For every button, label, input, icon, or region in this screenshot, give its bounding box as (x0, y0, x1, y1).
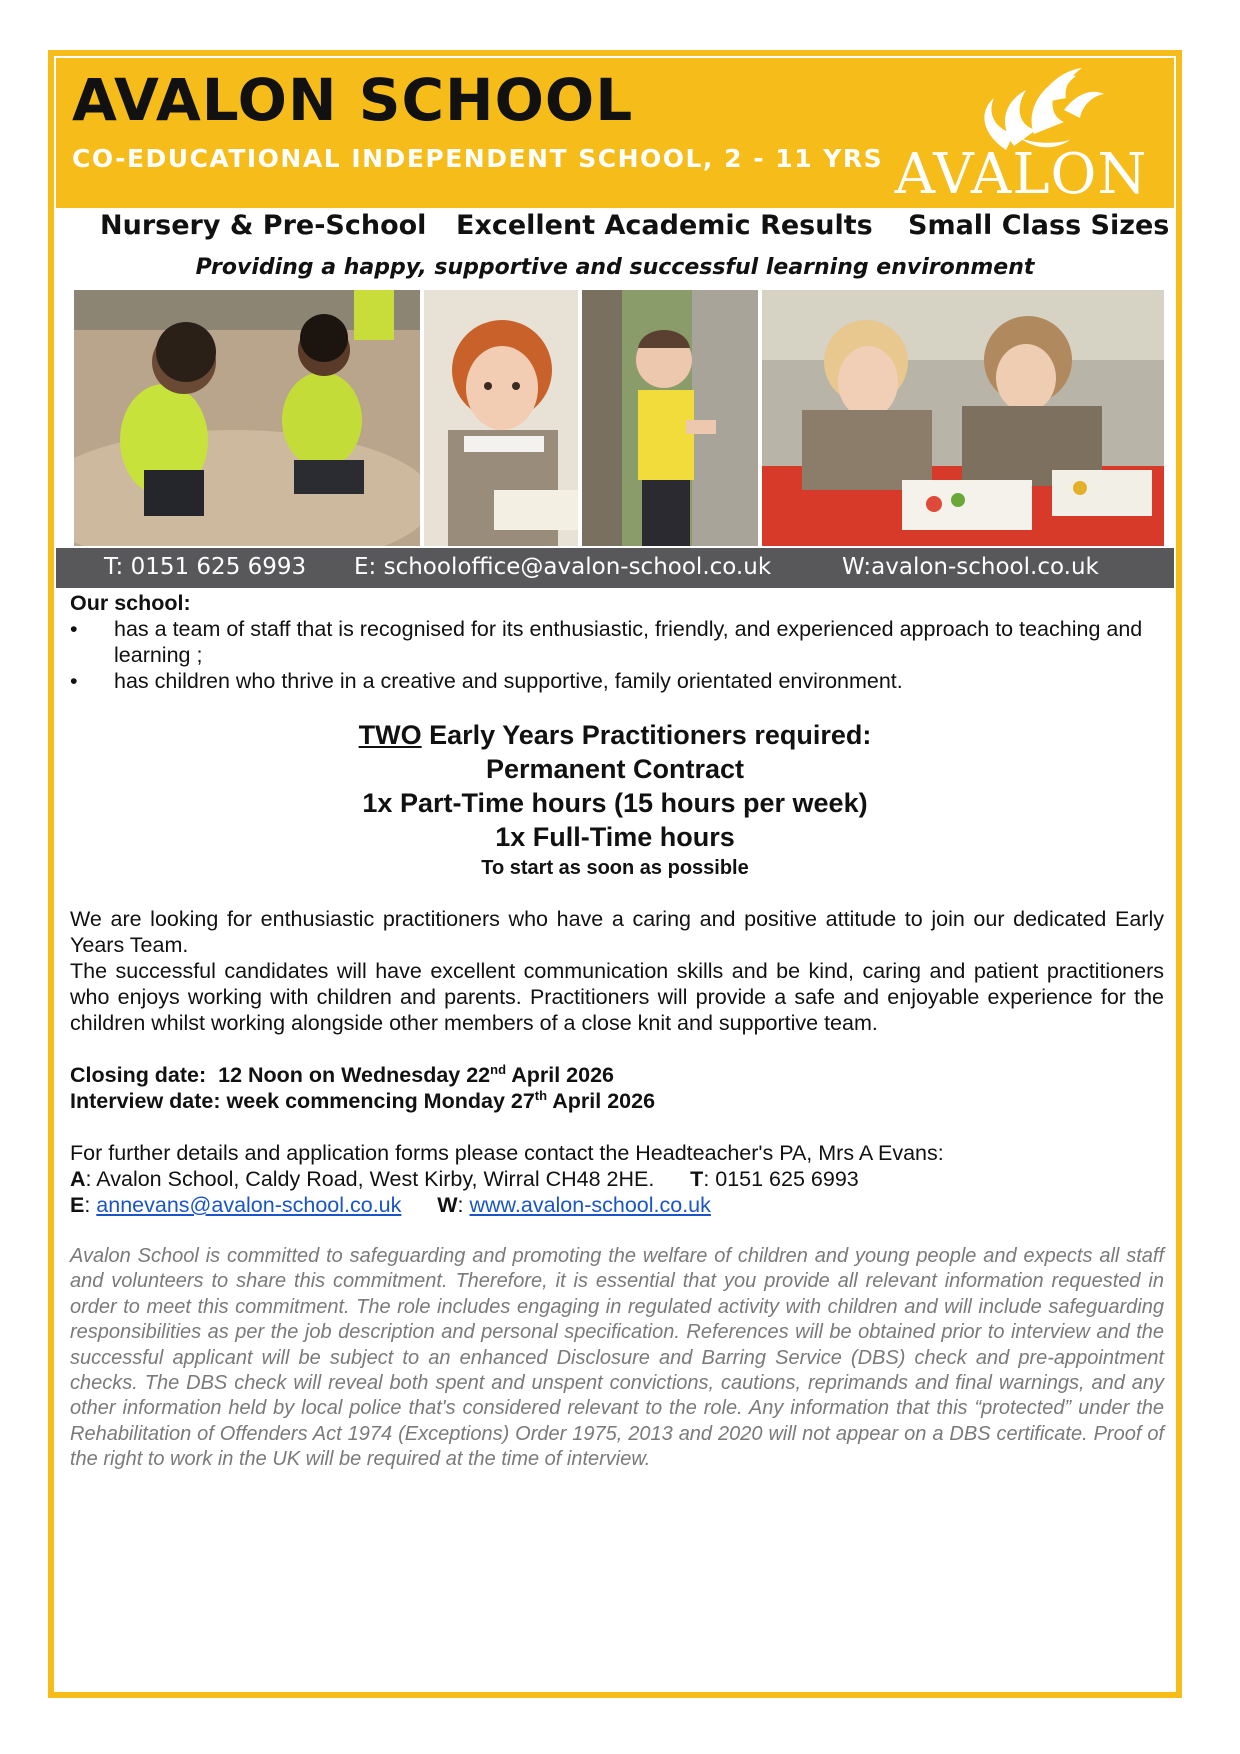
phone-label: T (690, 1167, 704, 1191)
email-label: E (70, 1193, 85, 1217)
contact-email[interactable]: E: schooloffice@avalon-school.co.uk (354, 554, 772, 580)
list-item (70, 668, 1164, 694)
tagline: Providing a happy, supportive and successful learning environment (195, 255, 1035, 280)
closing-date (70, 1062, 655, 1088)
description-paragraph: The successful candidates will have excellent communication skills and be kind, caring and patient practitioners who enjoys working with children and parents. Practitioners will provide a safe and enjoyable experience for the children whilst working alongside other members of a close knit and supportive team. (70, 959, 1164, 1035)
closing-date-value: 12 Noon on Wednesday 22 (218, 1063, 491, 1087)
description-paragraph: We are looking for enthusiastic practitioners who have a caring and positive attitude to join our dedicated Early Years Team. (70, 907, 1164, 957)
bullet-icon: • (70, 617, 78, 641)
job-title (56, 718, 1174, 752)
safeguarding-disclaimer: Avalon School is committed to safeguarding and promoting the welfare of children and young people and expects all staff and volunteers to share this commitment. Therefore, it is essential that you provide all relevant information requested in order to meet this commitment. The role includes engaging in regulated activity with children and will include safeguarding responsibilities as per the job description and personal specification. References will be obtained prior to interview and the successful applicant will be subject to an enhanced Disclosure and Barring Service (DBS) check and pre-appointment checks. The DBS check will reveal both spent and unspent convictions, cautions, reprimands and final warnings, and any other information held by local police that's considered relevant to the role. Any information that this “protected” under the Rehabilitation of Offenders Act 1974 (Exceptions) Order 1975, 2013 and 2020 will not appear on a DBS certificate. Proof of the right to work in the UK will be required at the time of interview. (70, 1245, 1164, 1471)
job-description (70, 906, 1164, 1036)
interview-date-label: Interview date: (70, 1089, 221, 1113)
school-name: AVALON SCHOOL (72, 66, 634, 134)
email-link[interactable]: annevans@avalon-school.co.uk (96, 1193, 402, 1217)
list-item (70, 616, 1164, 668)
interview-date-value: week commencing Monday 27 (226, 1089, 535, 1113)
school-subtitle: CO-EDUCATIONAL INDEPENDENT SCHOOL, 2 - 11 YRS (72, 144, 884, 173)
website-link[interactable]: www.avalon-school.co.uk (469, 1193, 711, 1217)
photo-sand-play (74, 290, 420, 546)
photo-girl-drawing (424, 290, 578, 546)
logo-wordmark: AVALON (894, 142, 1148, 207)
our-school-list (70, 616, 1164, 694)
photo-strip (74, 290, 1164, 546)
interview-date-month: April 2026 (547, 1089, 656, 1113)
closing-date-suffix: nd (490, 1061, 507, 1077)
feature-strip (56, 210, 1174, 250)
header-banner (56, 58, 1174, 208)
job-start: To start as soon as possible (481, 857, 749, 879)
contact-bar (56, 548, 1174, 588)
closing-date-month: April 2026 (506, 1063, 614, 1087)
contact-phone: T: 0151 625 6993 (104, 554, 307, 580)
key-dates (70, 1062, 655, 1114)
list-item-text: has a team of staff that is recognised for its enthusiastic, friendly, and experienced approach to teaching and learning ; (114, 617, 1143, 667)
feature-academic: Excellent Academic Results (456, 210, 873, 241)
address-line (70, 1166, 1164, 1192)
further-intro: For further details and application forms please contact the Headteacher's PA, Mrs A Evans: (70, 1141, 944, 1165)
interview-date (70, 1088, 655, 1114)
feature-class-sizes: Small Class Sizes (908, 210, 1170, 241)
further-details (70, 1140, 1164, 1218)
links-line: E: annevans@avalon-school.co.uk W: www.avalon-school.co.uk (70, 1193, 711, 1217)
our-school-heading: Our school: (70, 591, 191, 615)
feature-nursery: Nursery & Pre-School (100, 210, 427, 241)
interview-date-suffix: th (534, 1087, 548, 1103)
photo-girls-activity (762, 290, 1164, 546)
website-label: W (437, 1193, 458, 1217)
closing-date-label: Closing date: (70, 1063, 207, 1087)
job-full-time: 1x Full-Time hours (495, 822, 735, 852)
photo-boy-tree (582, 290, 758, 546)
phoenix-icon (886, 64, 1156, 154)
avalon-logo (886, 64, 1156, 206)
job-contract: Permanent Contract (485, 754, 745, 784)
job-part-time: 1x Part-Time hours (15 hours per week) (362, 788, 868, 818)
job-count: TWO (358, 720, 422, 750)
address-value: : Avalon School, Caldy Road, West Kirby, Wirral CH48 2HE. (85, 1167, 655, 1191)
bullet-icon: • (70, 669, 78, 693)
job-title-rest: Early Years Practitioners required: (421, 720, 872, 750)
job-heading-block (56, 718, 1174, 882)
address-label: A (70, 1167, 86, 1191)
phone-value: : 0151 625 6993 (703, 1167, 859, 1191)
list-item-text: has children who thrive in a creative and supportive, family orientated environment. (114, 669, 903, 693)
contact-website[interactable]: W:avalon-school.co.uk (842, 554, 1099, 580)
